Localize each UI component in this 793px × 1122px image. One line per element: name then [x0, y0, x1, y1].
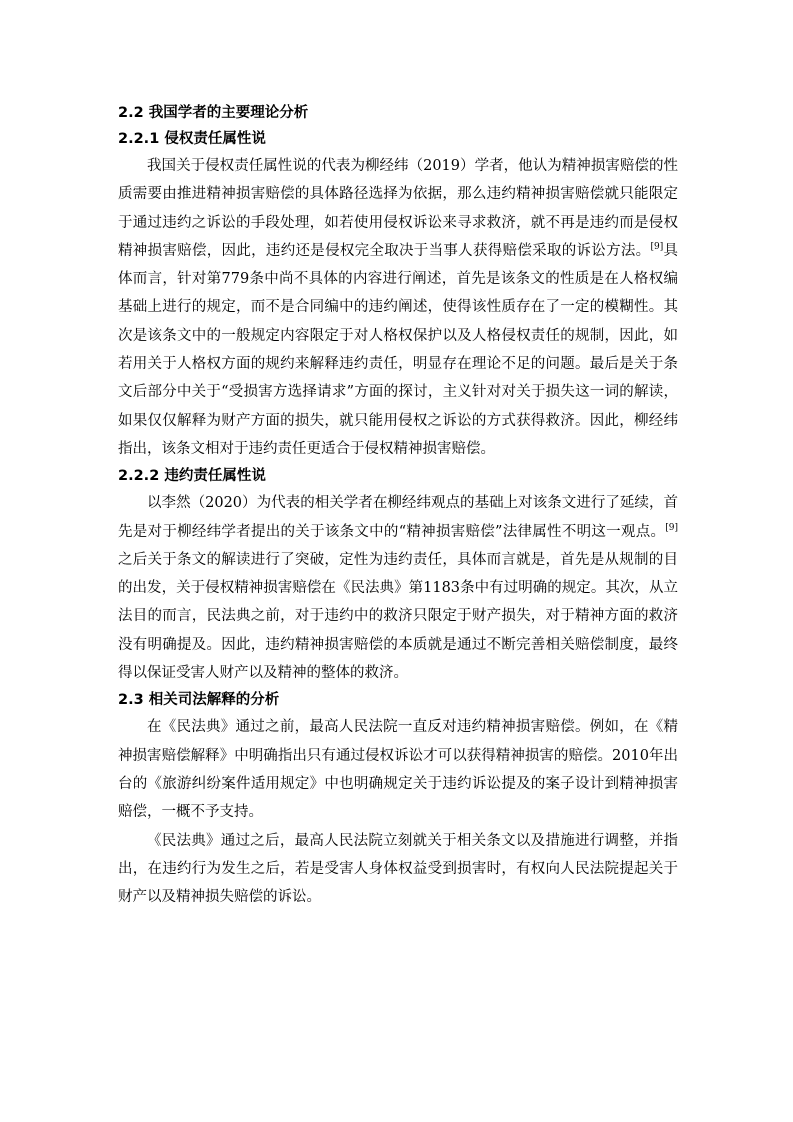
paragraph-2-2-1 — [118, 152, 678, 463]
paragraph-2-2-2 — [118, 489, 678, 687]
section-heading-2-3: 2.3 相关司法解释的分析 — [118, 692, 280, 709]
paragraph-text: 之后关于条文的解读进行了突破，定性为违约责任，具体而言就是，首先是从规制的目的出发，关于侵权精神损害赔偿在《民法典》第1183条中有过明确的规定。其次，从立法目的而言，民法典之前，对于违约中的救济只限定于财产损失，对于精神方面的救济没有明确提及。因此，违约精神损害赔偿的本质就是通过不断完善相关赔偿制度，最终得以保证受害人财产以及精神的整体的救济。 — [118, 551, 678, 682]
document-body — [118, 100, 678, 911]
section-heading-2-2: 2.2 我国学者的主要理论分析 — [118, 105, 309, 121]
paragraph-2-3-first: 在《民法典》通过之前，最高人民法院一直反对违约精神损害赔偿。例如，在《精神损害赔偿解释》中明确指出只有通过侵权诉讼才可以获得精神损害的赔偿。2010年出台的《旅游纠纷案件适用规定》中也明确规定关于违约诉讼提及的案子设计到精神损害赔偿，一概不予支持。 — [118, 719, 678, 821]
paragraph-2-3-second: 《民法典》通过之后，最高人民法院立刻就关于相关条文以及措施进行调整，并指出，在违约行为发生之后，若是受害人身体权益受到损害时，有权向人民法院提起关于财产以及精神损失赔偿的诉讼。 — [118, 832, 678, 906]
citation-ref: [9] — [650, 242, 664, 253]
paragraph-text: 我国关于侵权责任属性说的代表为柳经纬（2019）学者，他认为精神损害赔偿的性质需要由推进精神损害赔偿的具体路径选择为依据，那么违约精神损害赔偿就只能限定于通过违约之诉讼的手段处理，如若使用侵权诉讼来寻求救济，就不再是违约而是侵权精神损害赔偿，因此，违约还是侵权完全取决于当事人获得赔偿采取的诉讼方法。 — [118, 158, 678, 259]
paragraph-text: 具体而言，针对第779条中尚不具体的内容进行阐述，首先是该条文的性质是在人格权编基础上进行的规定，而不是合同编中的违约阐述，使得该性质存在了一定的模糊性。其次是该条文中的一般规定内容限定于对人格权保护以及人格侵权责任的规制，因此，如若用关于人格权方面的规约来解释违约责任，明显存在理论不足的问题。最后是关于条文后部分中关于“受损害方选择请求”方面的探讨，主义针对对关于损失这一词的解读，如果仅仅解释为财产方面的损失，就只能用侵权之诉讼的方式获得救济。因此，柳经纬指出，该条文相对于违约责任更适合于侵权精神损害赔偿。 — [118, 242, 679, 457]
section-heading-2-2-1: 2.2.1 侵权责任属性说 — [118, 131, 266, 147]
section-heading-2-2-2: 2.2.2 违约责任属性说 — [118, 468, 266, 485]
paragraph-text: 以李然（2020）为代表的相关学者在柳经纬观点的基础上对该条文进行了延续，首先是对于柳经纬学者提出的关于该条文中的“精神损害赔偿”法律属性不明这一观点。 — [118, 495, 678, 540]
citation-ref: [9] — [665, 522, 678, 533]
